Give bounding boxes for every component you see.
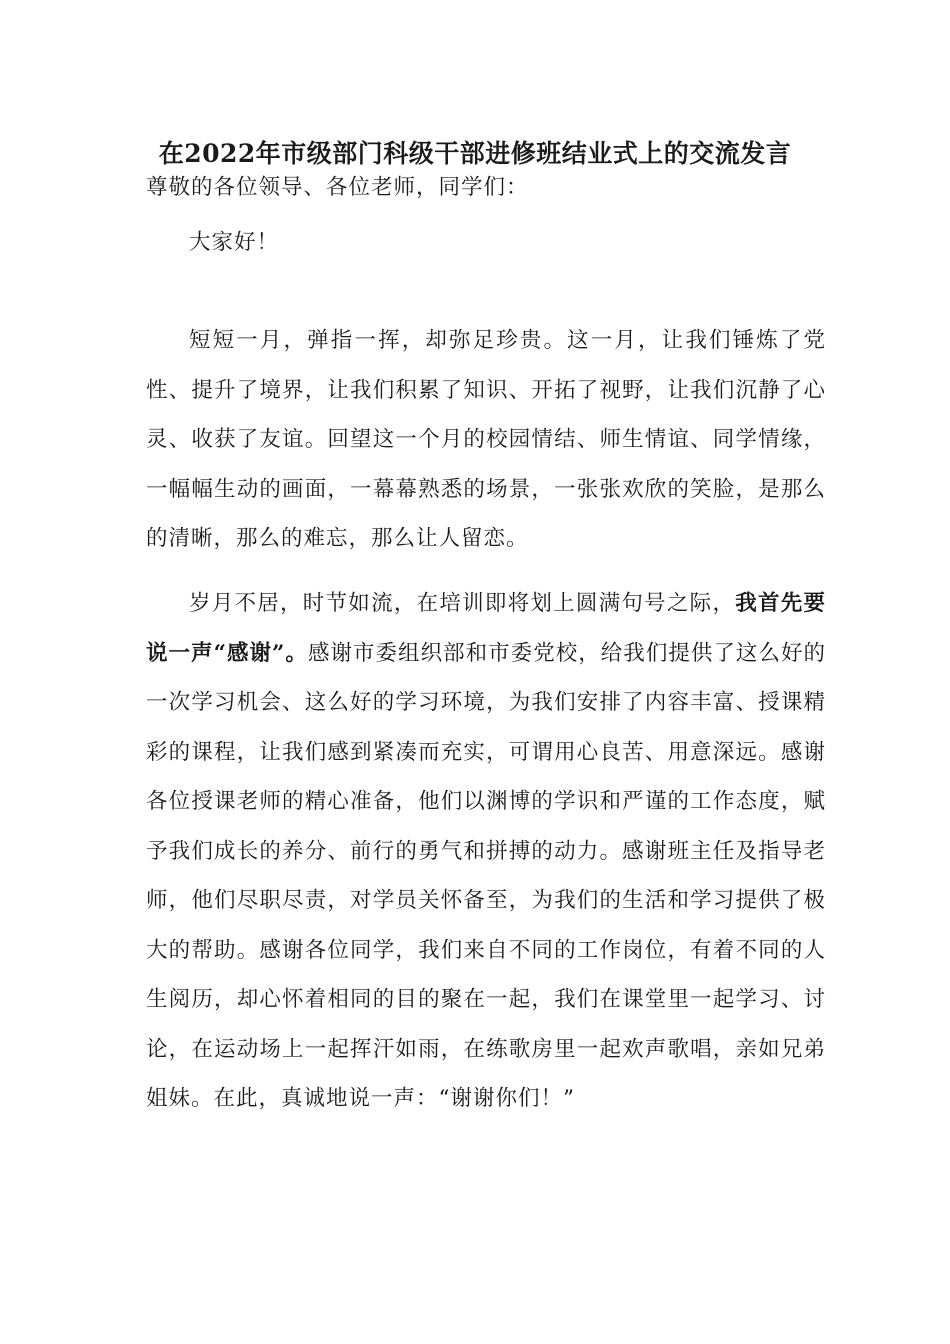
paragraph-2	[146, 579, 826, 1124]
paragraph-2-bold-thanks: 我首先要说一声“感谢”。	[146, 591, 826, 666]
paragraph-2-lead: 岁月不居，时节如流，在培训即将划上圆满句号之际，	[189, 591, 736, 616]
greeting: 大家好！	[189, 230, 280, 255]
salutation: 尊敬的各位领导、各位老师，同学们：	[146, 175, 529, 200]
paragraph-1: 短短一月，弹指一挥，却弥足珍贵。这一月，让我们锤炼了党性、提升了境界，让我们积累了知识、开拓了视野，让我们沉静了心灵、收获了友谊。回望这一个月的校园情结、师生情谊、同学情缘，一幅幅生动的画面，一幕幕熟悉的场景，一张张欢欣的笑脸，是那么的清晰，那么的难忘，那么让人留恋。	[146, 328, 826, 551]
paragraph-2-rest: 感谢市委组织部和市委党校，给我们提供了这么好的一次学习机会、这么好的学习环境，为我们安排了内容丰富、授课精彩的课程，让我们感到紧凑而充实，可谓用心良苦、用意深远。感谢各位授课老师的精心准备，他们以渊博的学识和严谨的工作态度，赋予我们成长的养分、前行的勇气和拼搏的动力。感谢班主任及指导老师，他们尽职尽责，对学员关怀备至，为我们的生活和学习提供了极大的帮助。感谢各位同学，我们来自不同的工作岗位，有着不同的人生阅历，却心怀着相同的目的聚在一起，我们在课堂里一起学习、讨论，在运动场上一起挥汗如雨，在练歌房里一起欢声歌唱，亲如兄弟姐妹。在此，真诚地说一声：“谢谢你们！”	[146, 640, 826, 1111]
document-title: 在2022年市级部门科级干部进修班结业式上的交流发言	[158, 139, 792, 168]
